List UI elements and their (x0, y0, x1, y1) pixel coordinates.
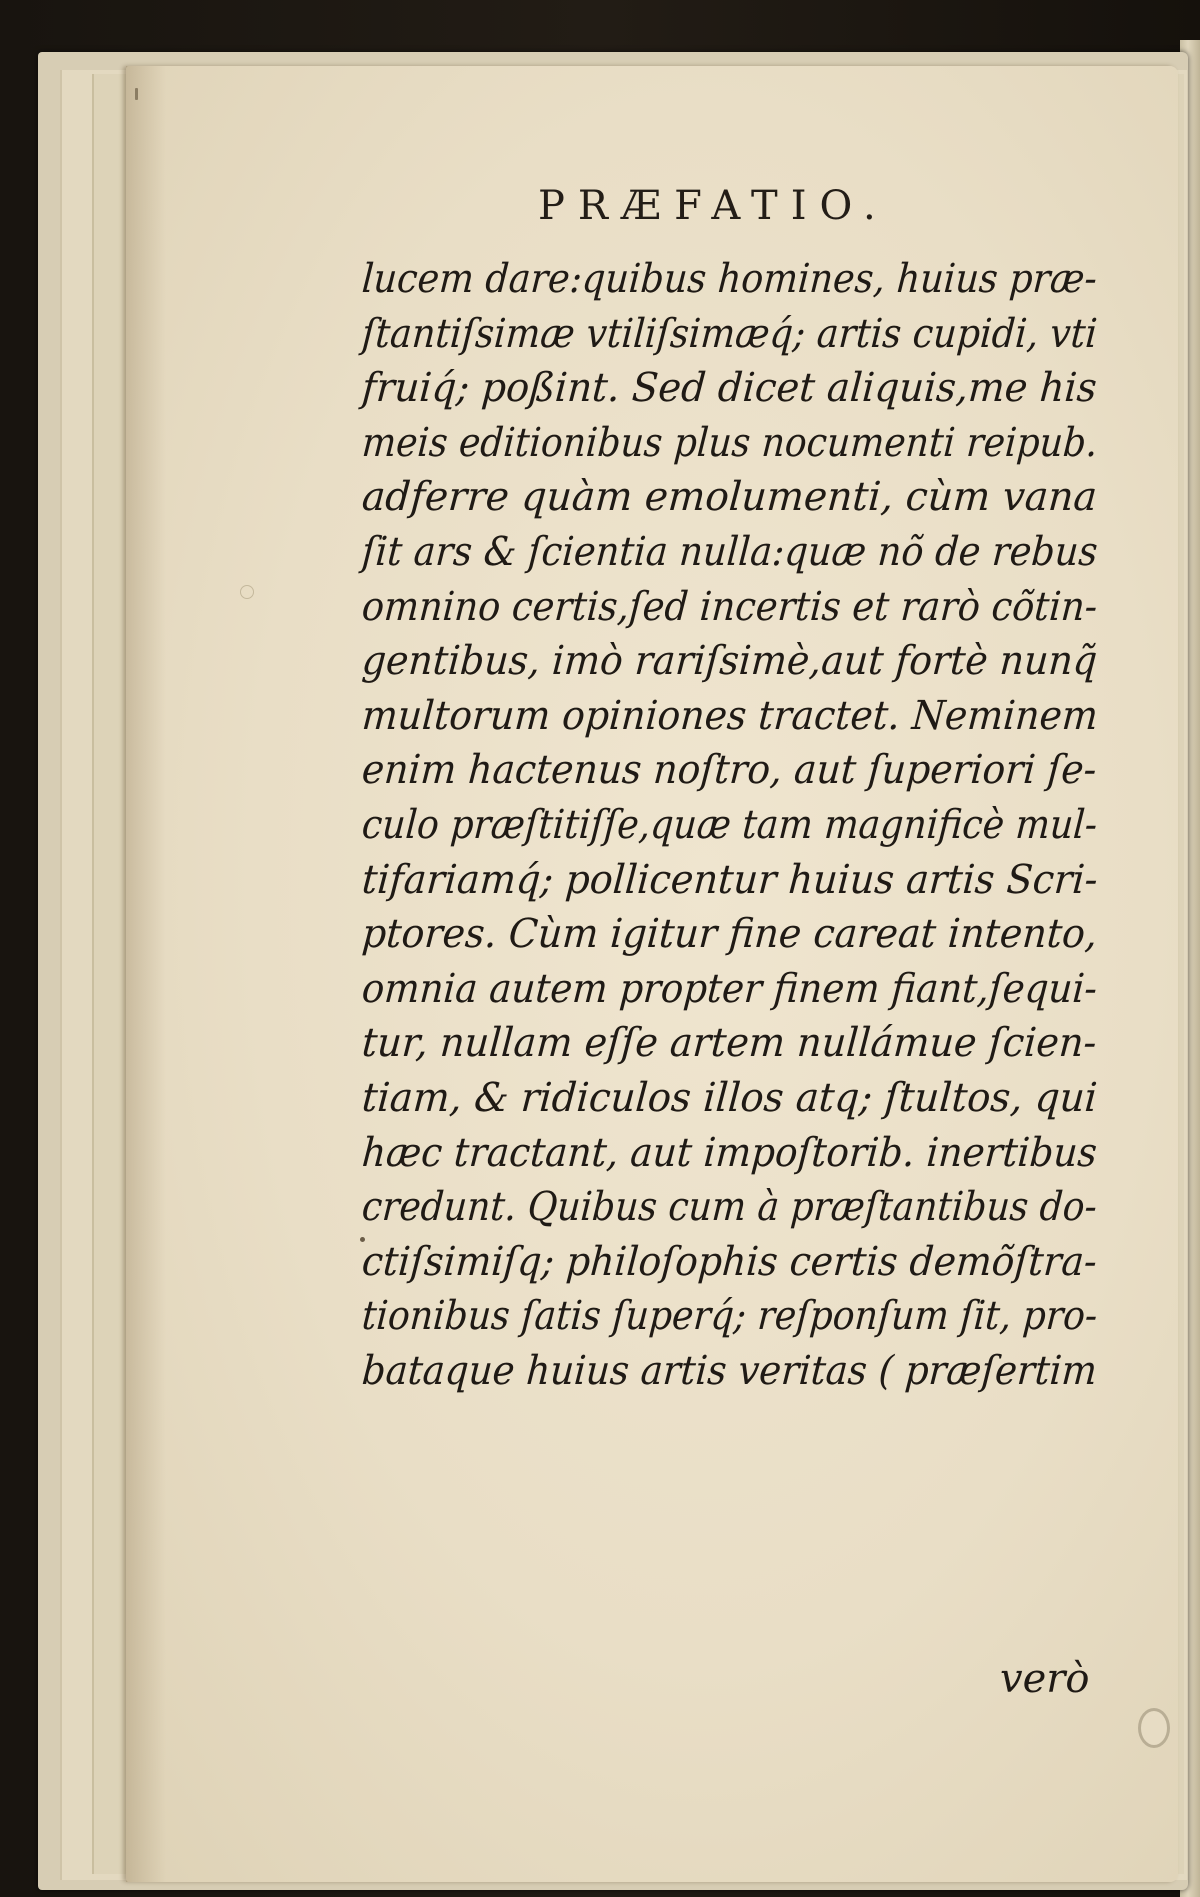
paper-speck (135, 88, 138, 100)
text-line: tiam, & ridiculos illos atq; ſtultos, qui (360, 1074, 1099, 1121)
text-line: gentibus, imò rariſsimè,aut fortè nunq̃ (360, 638, 1099, 685)
text-line: adferre quàm emolumenti, cùm vana (360, 474, 1099, 521)
text-line: fruiq́; poßint. Sed dicet aliquis,me his (360, 365, 1099, 412)
text-line: bataque huius artis veritas ( præſertim (360, 1347, 1099, 1394)
catchword: verò (1000, 1656, 1090, 1702)
text-line: ſit ars & ſcientia nulla:quæ nõ de rebus (360, 528, 1100, 575)
paper-hole (1138, 1708, 1170, 1748)
text-line: ſtantiſsimæ vtiliſsimæq́; artis cupidi, vti (360, 310, 1099, 357)
text-line: tifariamq́; pollicentur huius artis Scri- (360, 856, 1100, 903)
text-line: enim hactenus noſtro, aut ſuperiori ſe- (360, 747, 1099, 794)
text-line: lucem dare:quibus homines, huius præ- (360, 256, 1099, 302)
running-head: PRÆFATIO. (538, 183, 889, 229)
text-line: ptores. Cùm igitur fine careat intento, (360, 911, 1099, 958)
text-line: tur, nullam eſſe artem nullámue ſcien- (360, 1020, 1099, 1067)
text-line: credunt. Quibus cum à præſtantibus do- (360, 1184, 1099, 1231)
text-line: meis editionibus plus nocumenti reipub. (360, 419, 1100, 466)
paper-speck (240, 585, 254, 599)
text-line: ctiſsimiſq; philoſophis certis demõſtra- (360, 1238, 1099, 1285)
body-text (362, 252, 1102, 1398)
text-line: omnia autem propter finem fiant,ſequi- (360, 965, 1099, 1012)
text-line: culo præſtitiſſe,quæ tam magnificè mul- (360, 801, 1099, 848)
text-line: multorum opiniones tractet. Neminem (360, 692, 1100, 739)
text-line: hæc tractant, aut impoſtorib. inertibus (360, 1129, 1099, 1176)
text-line: tionibus ſatis ſuperq́; reſponſum ſit, pro- (360, 1293, 1099, 1340)
text-line: omnino certis,ſed incertis et rarò cõtin- (360, 583, 1099, 630)
